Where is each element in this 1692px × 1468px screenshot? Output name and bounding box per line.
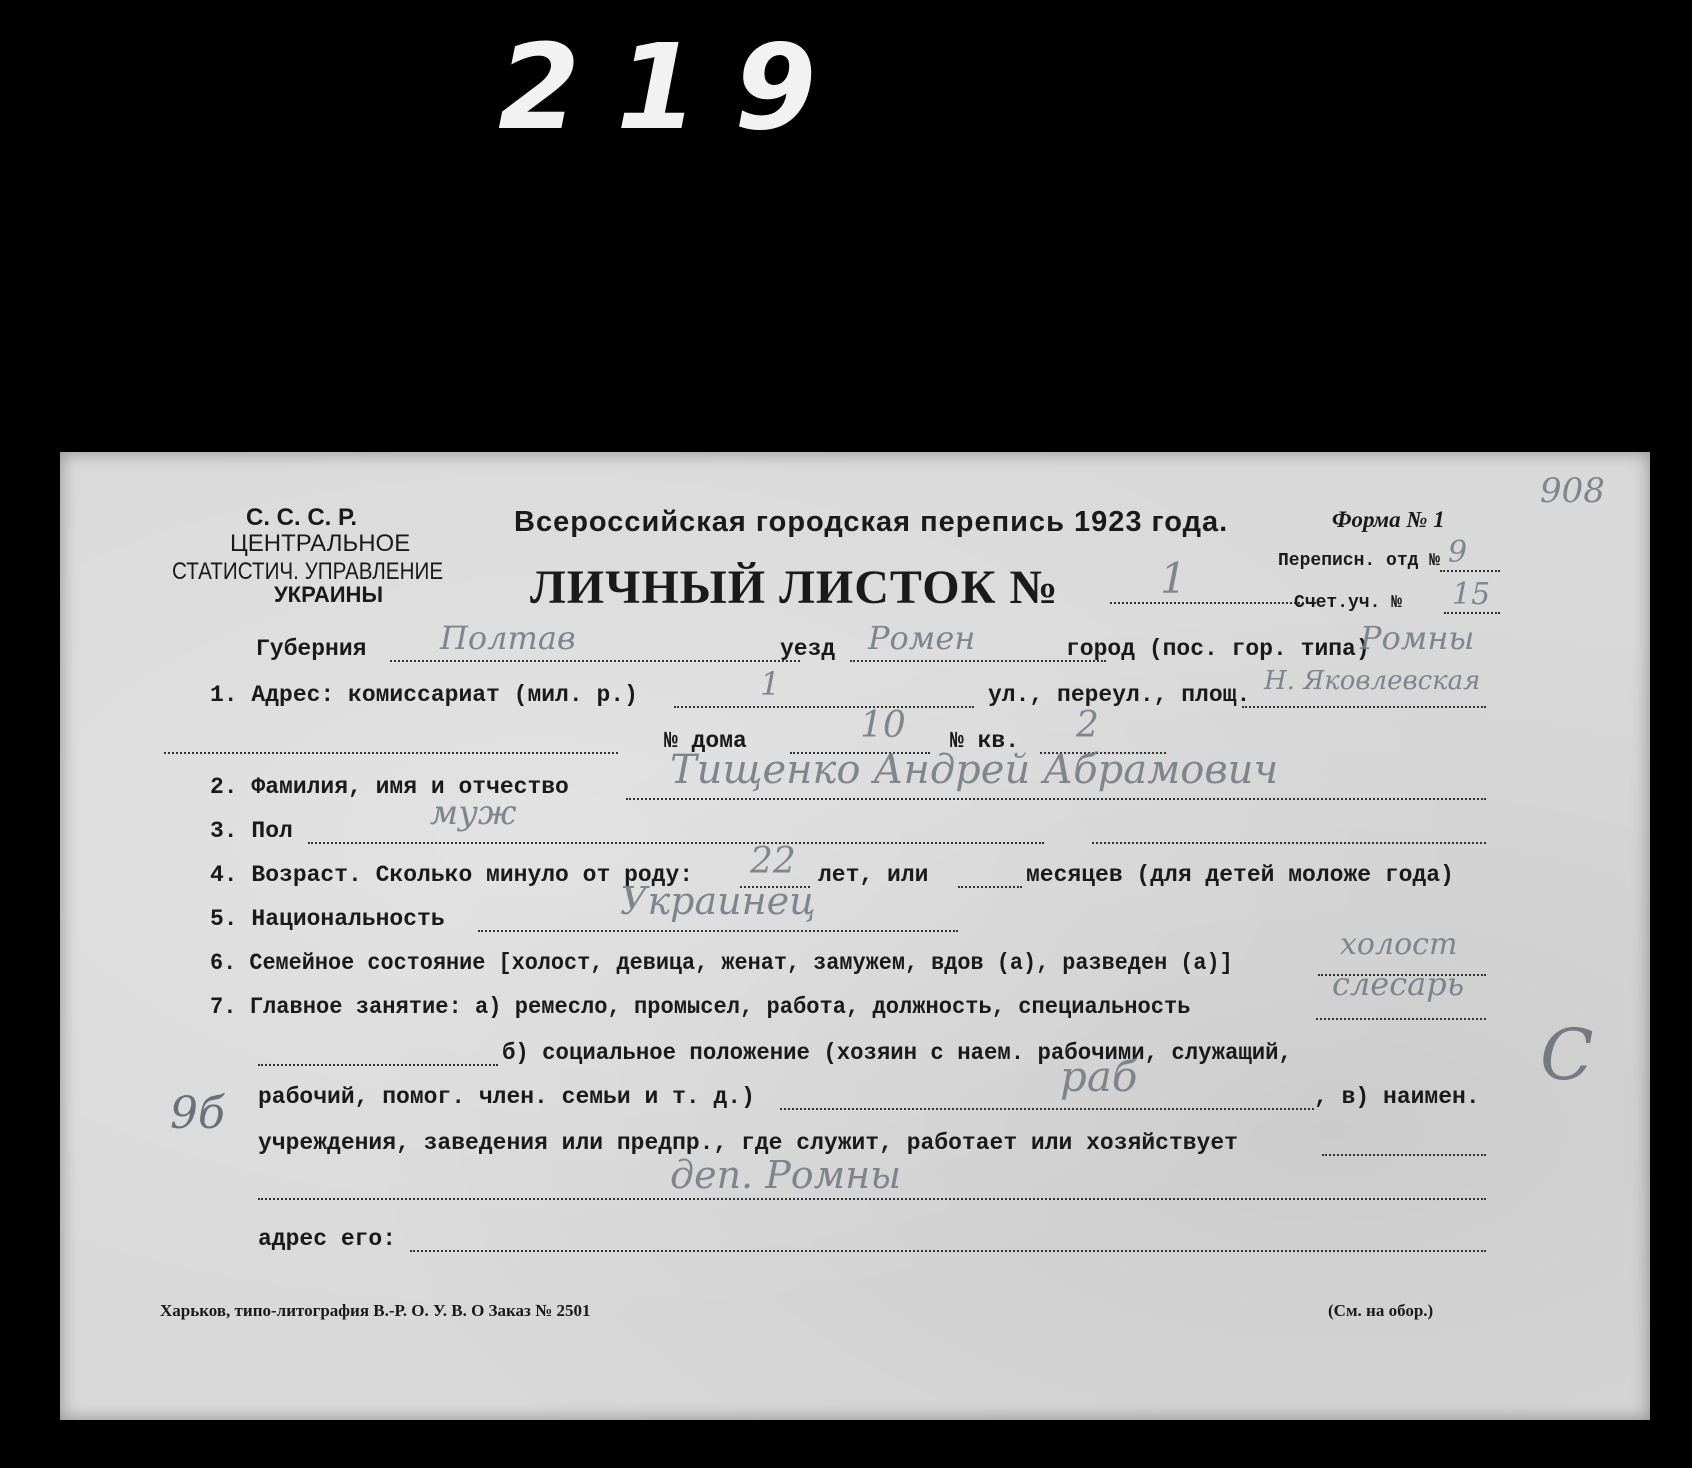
- social-label-2: рабочий, помог. член. семьи и т. д.): [258, 1084, 755, 1110]
- age-hw: 22: [750, 841, 796, 882]
- printer-imprint: Харьков, типо-литография В.-Р. О. У. В. О Заказ № 2501: [160, 1301, 591, 1320]
- employer-label-b: учреждения, заведения или предпр., где служит, работает или хозяйствует: [258, 1130, 1238, 1156]
- occupation-label: 7. Главное занятие: а) ремесло, промысел, работа, должность, специальность: [210, 994, 1191, 1020]
- social-hw: раб: [1060, 1052, 1138, 1101]
- name-label: 2. Фамилия, имя и отчество: [210, 774, 569, 800]
- city-hw: Ромны: [1360, 619, 1475, 657]
- house-hw: 10: [860, 705, 906, 746]
- nationality-line: [478, 930, 958, 932]
- age-label: 4. Возраст. Сколько минуло от роду:: [210, 862, 694, 888]
- sex-line-right: [1092, 842, 1486, 844]
- margin-number-hw: 908: [1540, 471, 1605, 511]
- social-line: [780, 1108, 1314, 1110]
- street-line: [1242, 706, 1486, 708]
- count-area-hw: 15: [1452, 577, 1491, 612]
- census-dept-label: Переписн. отд №: [1278, 551, 1441, 571]
- street-label: ул., переул., площ.: [988, 682, 1251, 708]
- right-margin-hw: С: [1540, 1014, 1594, 1096]
- employer-cont-line: [258, 1198, 1486, 1200]
- count-area-label: Счет.уч. №: [1294, 593, 1403, 613]
- census-dept-line: [1440, 570, 1500, 572]
- archive-sheet-number: 219: [498, 18, 853, 156]
- employer-label-a: , в) наимен.: [1314, 1084, 1480, 1110]
- employer-hw: деп. Ромны: [670, 1153, 902, 1197]
- marital-label: 6. Семейное состояние [холост, девица, женат, замужем, вдов (а), разведен (а)]: [210, 950, 1233, 976]
- occupation-cont-line: [258, 1064, 498, 1066]
- apt-label: № кв.: [950, 728, 1020, 754]
- census-dept-hw: 9: [1448, 535, 1468, 570]
- address-label: 1. Адрес: комиссариат (мил. р.): [210, 682, 638, 708]
- street-hw: Н. Яковлевская: [1264, 666, 1481, 696]
- card-number-hw: 1: [1160, 554, 1187, 603]
- sex-label: 3. Пол: [210, 818, 293, 844]
- form-number: Форма № 1: [1332, 507, 1445, 532]
- age-months-label: месяцев (для детей моложе года): [1026, 862, 1454, 888]
- census-title: Всероссийская городская перепись 1923 года.: [514, 506, 1229, 538]
- left-margin-hw: 9б: [170, 1088, 225, 1139]
- occupation-line: [1316, 1018, 1486, 1020]
- sex-hw: муж: [430, 793, 517, 833]
- employer-address-line: [410, 1250, 1486, 1252]
- name-line: [626, 798, 1486, 800]
- city-label: город (пос. гор. типа): [1066, 636, 1370, 662]
- nationality-hw: Украинец: [620, 879, 816, 923]
- sex-line: [308, 842, 1044, 844]
- count-area-line: [1444, 612, 1500, 614]
- census-card: [60, 452, 1650, 1420]
- org-line-ukraine: УКРАИНЫ: [274, 582, 383, 607]
- age-months-line: [958, 886, 1022, 888]
- org-line-stat-admin: СТАТИСТИЧ. УПРАВЛЕНИЕ: [172, 558, 444, 585]
- house-label: № дома: [664, 728, 747, 754]
- card-title: ЛИЧНЫЙ ЛИСТОК №: [530, 561, 1059, 614]
- turn-over-note: (См. на обор.): [1328, 1301, 1434, 1320]
- nationality-label: 5. Национальность: [210, 906, 445, 932]
- org-line-central: ЦЕНТРАЛЬНОЕ: [230, 530, 411, 557]
- guberniya-label: Губерния: [256, 636, 367, 662]
- marital-hw: холост: [1340, 927, 1458, 962]
- age-years-label: лет, или: [818, 862, 929, 888]
- commissariat-line: [674, 706, 974, 708]
- apt-hw: 2: [1076, 705, 1099, 746]
- guberniya-line: [390, 660, 800, 662]
- commissariat-hw: 1: [760, 665, 781, 703]
- uezd-hw: Ромен: [868, 619, 976, 657]
- name-hw: Тищенко Андрей Абрамович: [670, 747, 1279, 793]
- org-line-ussr: С. С. С. Р.: [246, 504, 358, 531]
- card-number-line: [1110, 602, 1316, 604]
- social-label: б) социальное положение (хозяин с наем. рабочими, служащий,: [502, 1040, 1292, 1066]
- guberniya-hw: Полтав: [440, 619, 576, 657]
- occupation-hw: слесарь: [1332, 965, 1465, 1003]
- employer-line: [1322, 1154, 1486, 1156]
- address-cont-line: [164, 752, 618, 754]
- employer-address-label: адрес его:: [258, 1226, 397, 1252]
- uezd-label: уезд: [780, 636, 836, 662]
